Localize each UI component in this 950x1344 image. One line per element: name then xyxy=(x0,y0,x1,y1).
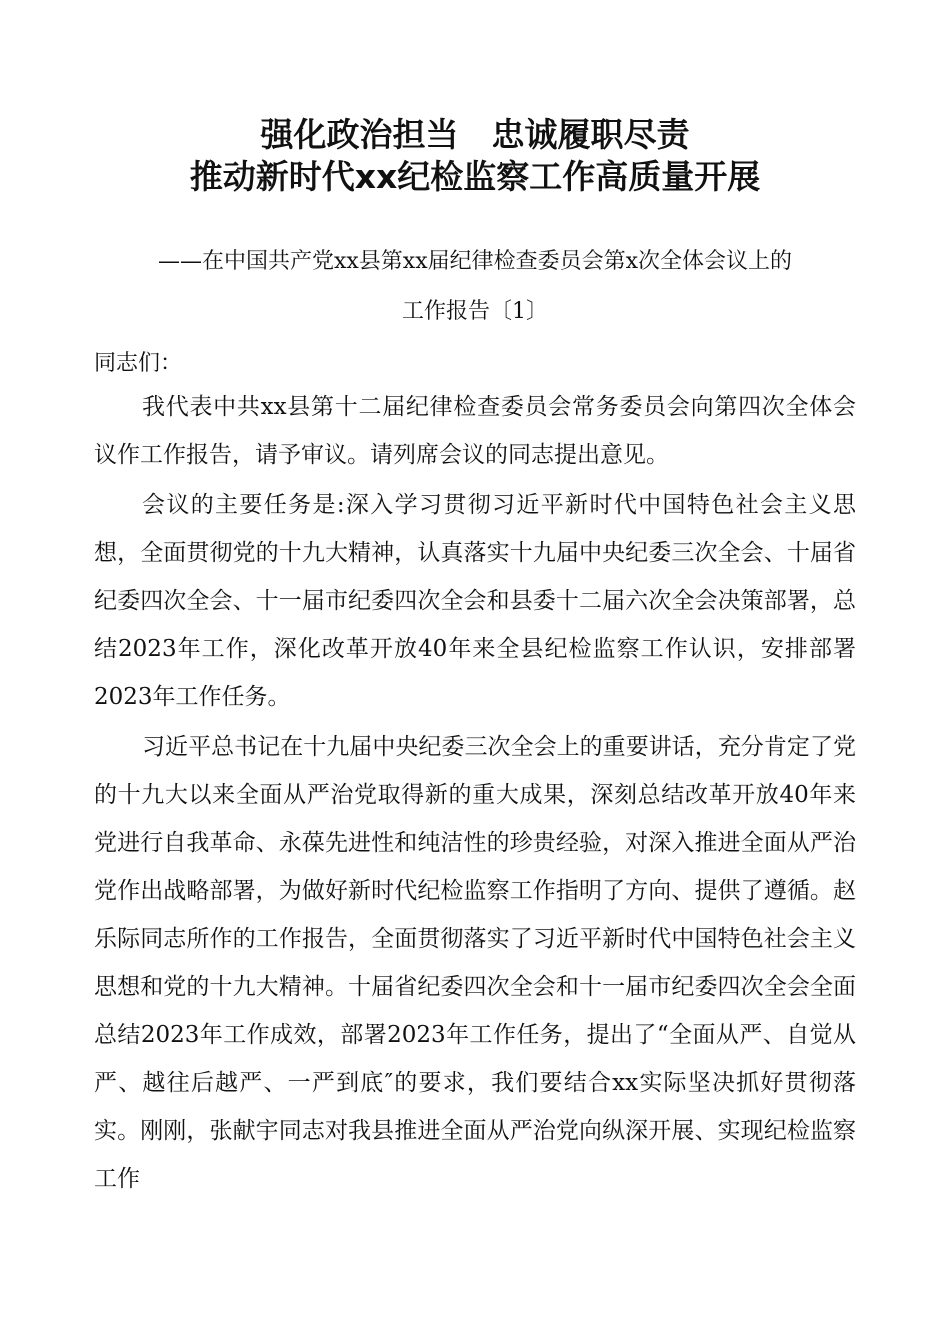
subtitle-line-2: 工作报告〔1〕 xyxy=(402,299,548,324)
subtitle-line-1: ——在中国共产党xx县第xx届纪律检查委员会第x次全体会议上的 xyxy=(157,249,793,274)
report-body xyxy=(94,383,856,1203)
greeting: 同志们： xyxy=(94,351,183,376)
title-line-1: 强化政治担当 忠诚履职尽责 xyxy=(260,115,690,154)
paragraph-2: 会议的主要任务是:深入学习贯彻习近平新时代中国特色社会主义思想，全面贯彻党的十九大精神，认真落实十九届中央纪委三次全会、十届省纪委四次全会、十一届市纪委四次全会和县委十二届六次全会决策部署，总结2023年工作，深化改革开放40年来全县纪检监察工作认识，安排部署2023年工作任务。 xyxy=(94,492,856,710)
title-line-2: 推动新时代xx纪检监察工作高质量开展 xyxy=(189,157,761,196)
paragraph-1: 我代表中共xx县第十二届纪律检查委员会常务委员会向第四次全体会议作工作报告，请予审议。请列席会议的同志提出意见。 xyxy=(94,394,856,468)
paragraph-3: 习近平总书记在十九届中央纪委三次全会上的重要讲话，充分肯定了党的十九大以来全面从严治党取得新的重大成果，深刻总结改革开放40年来党进行自我革命、永葆先进性和纯洁性的珍贵经验，对深入推进全面从严治党作出战略部署，为做好新时代纪检监察工作指明了方向、提供了遵循。赵乐际同志所作的工作报告，全面贯彻落实了习近平新时代中国特色社会主义思想和党的十九大精神。十届省纪委四次全会和十一届市纪委四次全会全面总结2023年工作成效，部署2023年工作任务，提出了“全面从严、自觉从严、越往后越严、一严到底″的要求，我们要结合xx实际坚决抓好贯彻落实。刚刚，张献宇同志对我县推进全面从严治党向纵深开展、实现纪检监察工作 xyxy=(94,734,856,1192)
